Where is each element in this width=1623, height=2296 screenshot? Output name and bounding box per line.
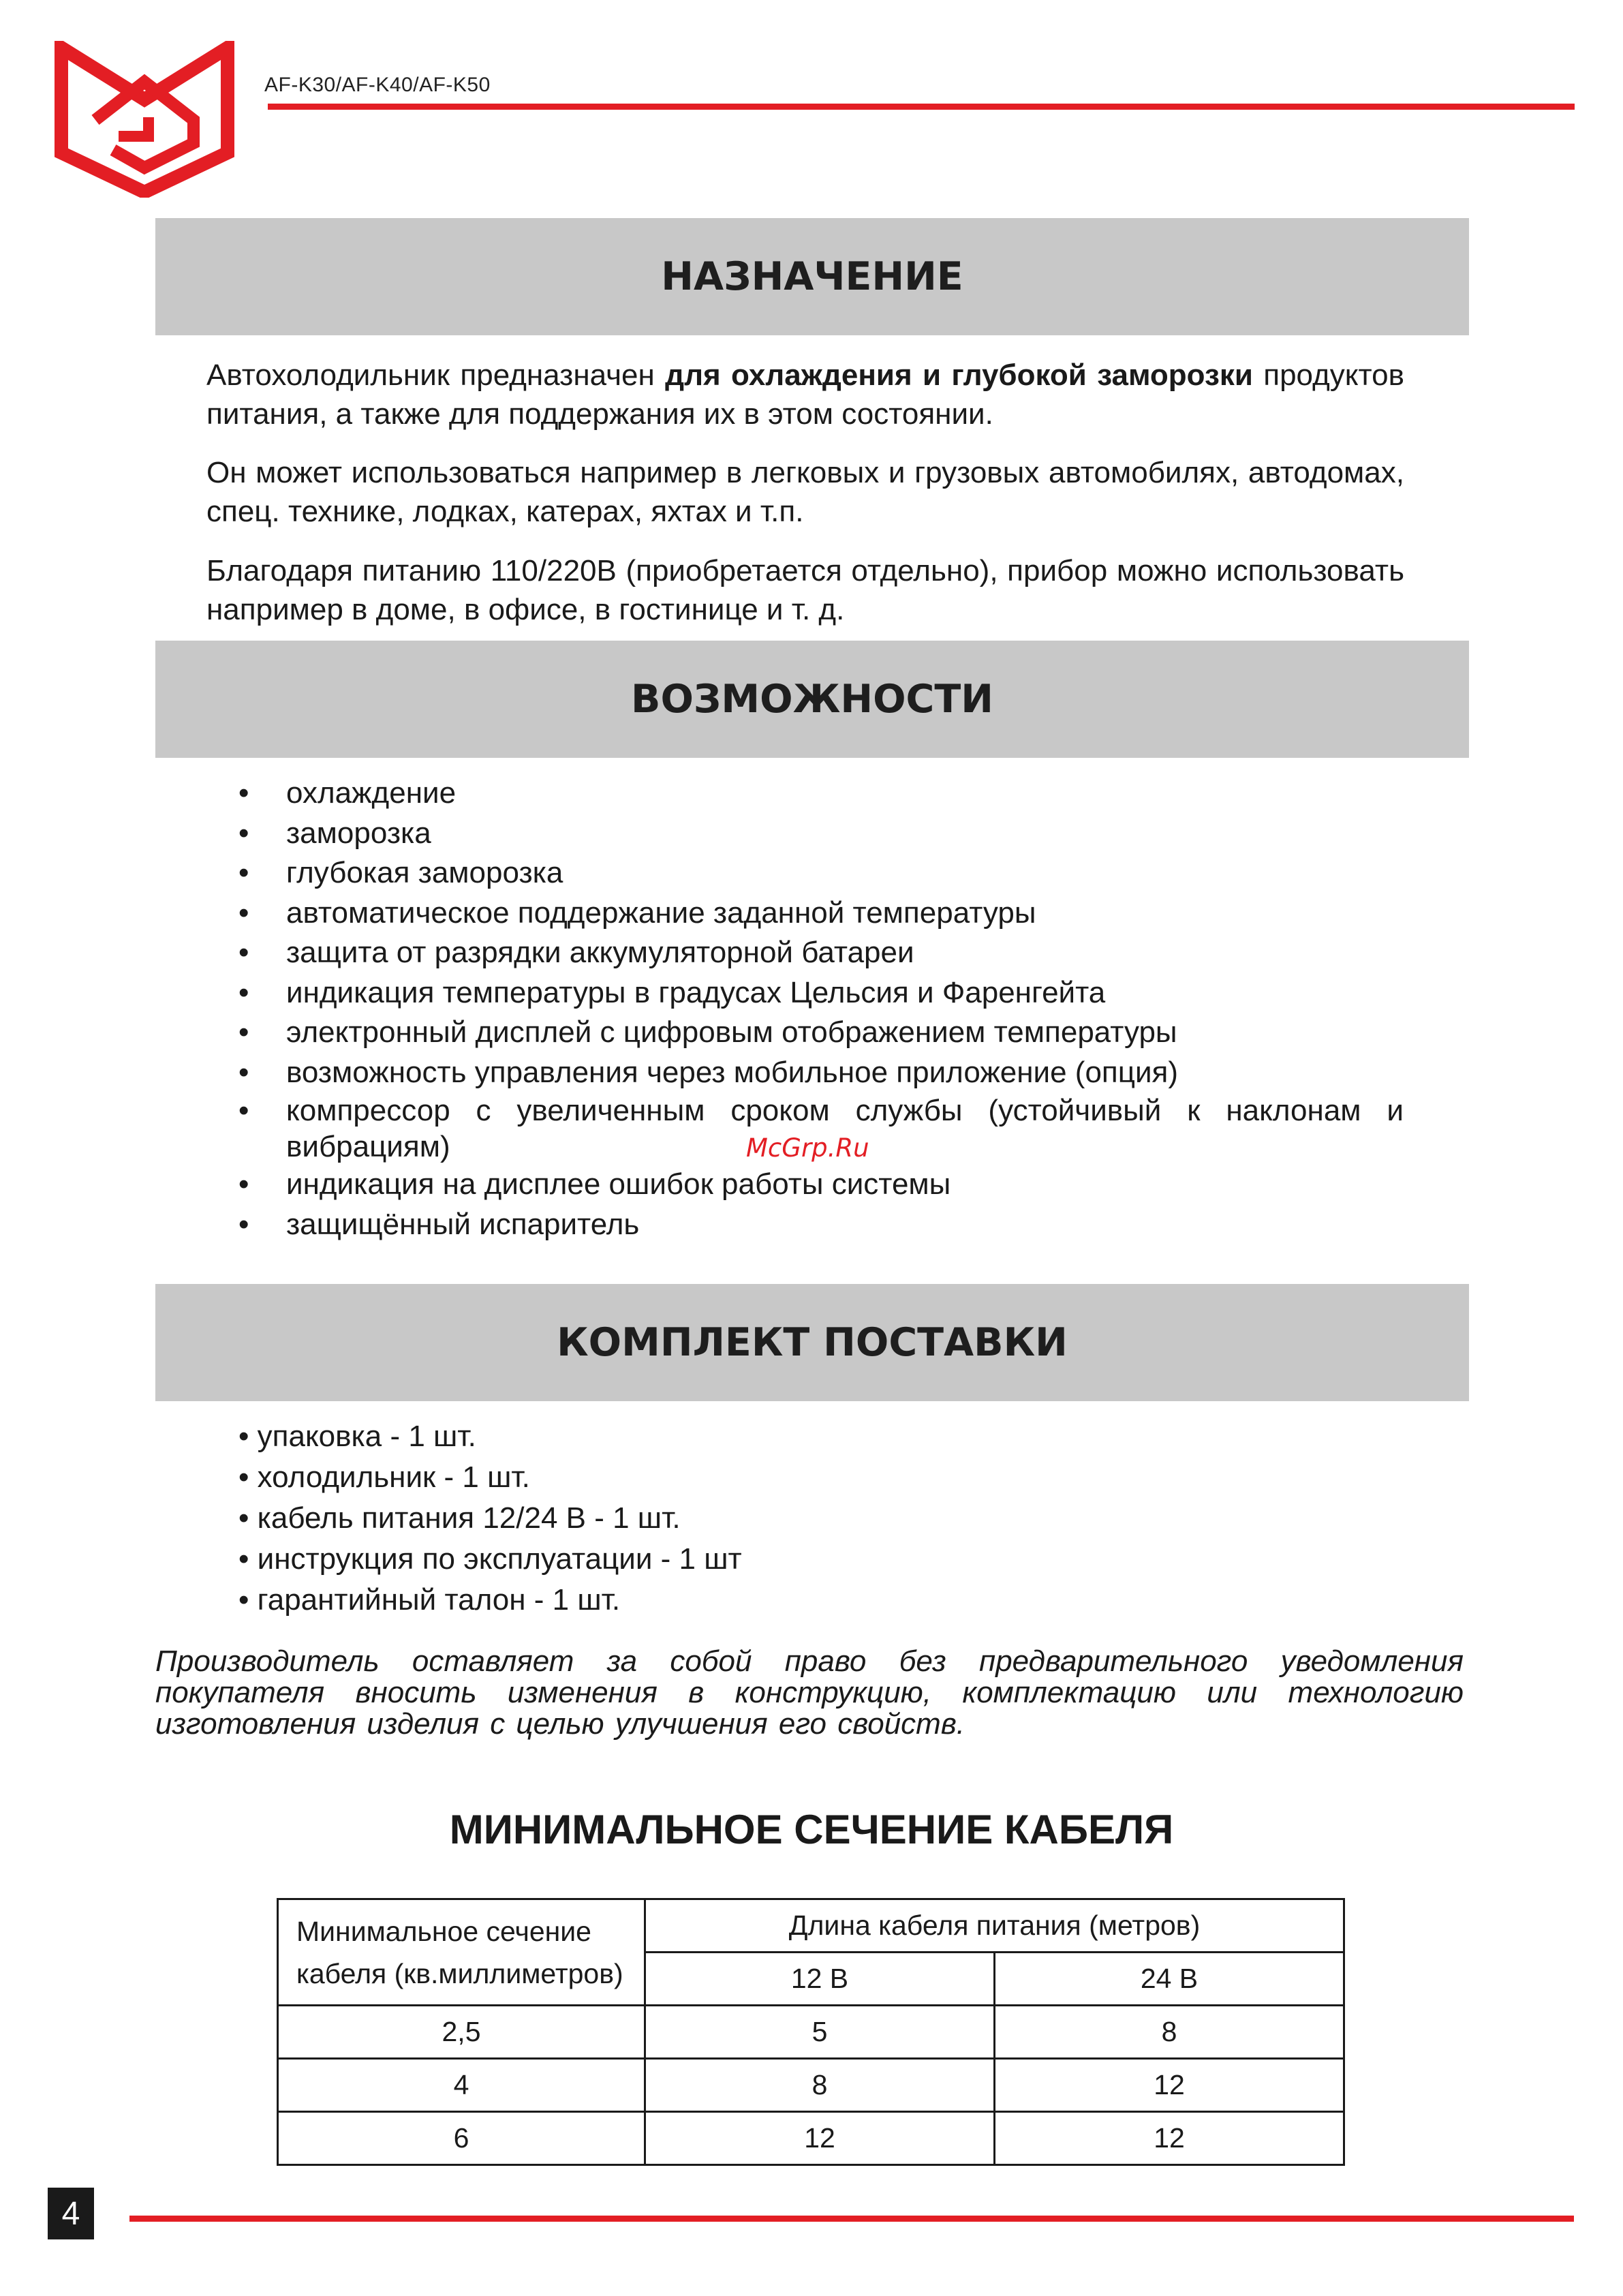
cable-section-title: МИНИМАЛЬНОЕ СЕЧЕНИЕ КАБЕЛЯ [449,1807,1174,1852]
table-cell: 8 [645,2059,995,2112]
voltage-header-24: 24 В [994,1953,1344,2006]
features-list [232,774,1404,1244]
list-item: • автоматическое поддержание заданной температуры [232,893,1404,934]
cable-col1-header [278,1899,645,2006]
list-item: • гарантийный талон - 1 шт. [238,1580,742,1621]
section-header-features [155,641,1469,758]
cable-table [277,1898,1345,2166]
cable-col1-header-line2: кабеля (кв.миллиметров) [296,1957,623,1989]
table-row [278,2059,1344,2112]
list-item: • упаковка - 1 шт. [238,1416,742,1457]
purpose-paragraph-1 [206,356,1404,433]
list-item: • индикация температуры в градусах Цельсия и Фаренгейта [232,973,1404,1013]
list-item: • холодильник - 1 шт. [238,1457,742,1498]
list-item: • заморозка [232,814,1404,854]
section-header-purpose [155,218,1469,335]
table-cell: 4 [278,2059,645,2112]
list-item: • глубокая заморозка [232,853,1404,893]
footer-divider [129,2216,1574,2222]
table-cell: 2,5 [278,2006,645,2059]
list-item: • инструкция по эксплуатации - 1 шт [238,1539,742,1580]
list-item: • индикация на дисплее ошибок работы системы [232,1165,1404,1205]
list-item: • компрессор с увеличенным сроком службы (устойчивый к наклонам и вибрациям) [232,1092,1404,1165]
table-cell: 12 [994,2059,1344,2112]
section-title-purpose: НАЗНАЧЕНИЕ [661,254,963,299]
table-cell: 12 [645,2112,995,2165]
brand-logo-icon [53,41,236,198]
model-label: AF-K30/AF-K40/AF-K50 [264,74,491,96]
list-item: • кабель питания 12/24 В - 1 шт. [238,1498,742,1539]
table-row [278,2006,1344,2059]
voltage-header-12: 12 В [645,1953,995,2006]
watermark: McGrp.Ru [746,1133,869,1163]
purpose-p1-text: Автохолодильник предназначен [206,358,666,392]
list-item: • защищённый испаритель [232,1205,1404,1245]
table-row [278,2112,1344,2165]
table-cell: 6 [278,2112,645,2165]
purpose-paragraph-2: Он может использоваться например в легковых и грузовых автомобилях, автодомах, спец. технике, лодках, катерах, яхтах и т.п. [206,456,1404,528]
table-cell: 8 [994,2006,1344,2059]
purpose-p1-text-end: продуктов питания, а также для поддержания их в этом состоянии. [206,358,1404,431]
list-item: • защита от разрядки аккумуляторной батареи [232,933,1404,973]
table-cell: 5 [645,2006,995,2059]
purpose-p1-bold: для охлаждения и глубокой заморозки [665,358,1253,392]
purpose-paragraph-3: Благодаря питанию 110/220В (приобретается отдельно), прибор можно использовать например в доме, в офисе, в гостинице и т. д. [206,554,1404,626]
section-title-features: ВОЗМОЖНОСТИ [631,677,993,722]
list-item: • электронный дисплей с цифровым отображением температуры [232,1013,1404,1053]
cable-col1-header-line1: Минимальное сечение [296,1915,591,1947]
section-header-package [155,1284,1469,1401]
cable-length-header: Длина кабеля питания (метров) [645,1899,1344,1953]
list-item: • охлаждение [232,774,1404,814]
page-number: 4 [48,2188,94,2239]
table-cell: 12 [994,2112,1344,2165]
section-title-package: КОМПЛЕКТ ПОСТАВКИ [557,1320,1068,1365]
list-item: • возможность управления через мобильное приложение (опция) [232,1053,1404,1093]
header-divider [268,104,1575,110]
package-list [238,1416,742,1621]
manufacturer-note: Производитель оставляет за собой право без предварительного уведомления покупателя вносить изменения в конструкцию, комплектацию или технологию изготовления изделия с целью улучшения его свойств. [155,1644,1464,1741]
